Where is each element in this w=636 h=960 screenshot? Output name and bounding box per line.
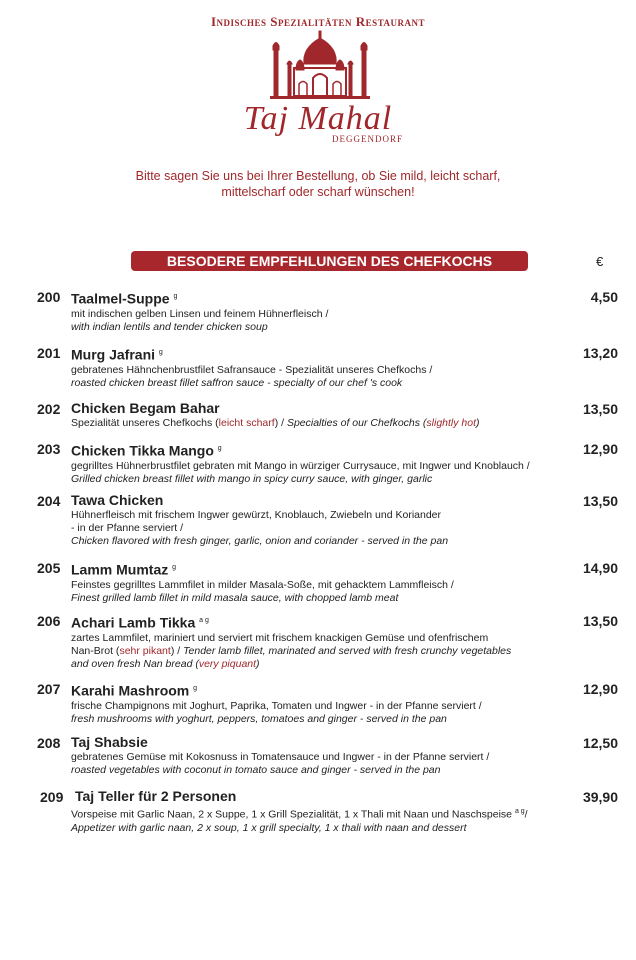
item-name: [71, 288, 618, 308]
item-price: 39,90: [582, 789, 618, 805]
item-number: 209: [40, 789, 64, 805]
item-price: 14,90: [582, 560, 618, 576]
notice-line: mittelscharf oder scharf wünschen!: [221, 185, 415, 199]
menu-item: [0, 559, 636, 612]
item-name: Taj Shabsie: [71, 734, 148, 750]
menu-item: [0, 492, 636, 559]
spice-level: slightly hot: [426, 417, 477, 429]
item-name-text: Taalmel-Suppe: [71, 290, 170, 307]
item-price: 13,50: [582, 613, 618, 629]
notice-line: Bitte sagen Sie uns bei Ihrer Bestellung, ob Sie mild, leicht scharf,: [135, 169, 501, 183]
item-number: 205: [37, 560, 61, 576]
desc-text: ): [476, 417, 480, 429]
allergen-code: g: [172, 564, 177, 571]
item-desc: [71, 645, 618, 658]
allergen-code: g: [217, 445, 222, 452]
item-name-text: Achari Lamb Tikka: [71, 614, 196, 631]
item-desc-en: Finest grilled lamb fillet in mild masala sauce, with chopped lamb meat: [71, 591, 399, 604]
item-price: 12,90: [582, 441, 618, 457]
item-desc-de: - in der Pfanne serviert /: [71, 522, 184, 534]
desc-text: Nan-Brot (: [71, 644, 120, 657]
desc-text: ) /: [170, 644, 184, 657]
spice-level: sehr pikant: [119, 644, 171, 657]
menu-list: [0, 288, 636, 838]
desc-text: Spezialität unseres Chefkochs (: [71, 417, 219, 429]
item-name-text: Chicken Tikka Mango: [71, 442, 214, 459]
item-name-text: Lamm Mumtaz: [71, 561, 169, 578]
allergen-code: a g: [514, 808, 525, 815]
taj-mahal-building-icon: [268, 30, 372, 102]
item-number: 201: [37, 345, 61, 361]
item-desc-en: fresh mushrooms with yoghurt, peppers, tomatoes and ginger - served in the pan: [71, 712, 447, 725]
item-number: 208: [37, 735, 61, 751]
menu-item: [0, 400, 636, 440]
desc-separator: /: [524, 808, 528, 821]
item-desc-en: Chicken flavored with fresh ginger, garlic, onion and coriander - served in the pan: [71, 535, 449, 547]
item-name: [71, 612, 618, 632]
restaurant-brand: Taj Mahal: [243, 100, 393, 137]
item-desc-de: gebratenes Gemüse mit Kokosnuss in Tomatensauce und Ingwer - in der Pfanne serviert /: [71, 751, 490, 763]
item-desc-de: zartes Lammfilet, mariniert und serviert mit frischem knackigen Gemüse und ofenfrischem: [71, 631, 489, 644]
item-name: Tawa Chicken: [71, 492, 164, 508]
item-desc-en: roasted vegetables with coconut in tomato sauce and ginger - served in the pan: [71, 764, 441, 776]
item-name: [71, 344, 618, 364]
item-desc-de: Feinstes gegrilltes Lammfilet in milder Masala-Soße, mit gehacktem Lammfleisch /: [71, 578, 454, 591]
allergen-code: g: [173, 293, 178, 300]
item-number: 202: [37, 401, 61, 417]
currency-label: €: [596, 254, 604, 269]
item-number: 204: [37, 493, 61, 509]
item-desc-de: Hühnerfleisch mit frischem Ingwer gewürzt, Knoblauch, Zwiebeln und Koriander: [71, 509, 442, 521]
item-desc-en: roasted chicken breast fillet saffron sauce - specialty of our chef 's cook: [71, 376, 403, 389]
desc-text: and oven fresh Nan bread (: [71, 657, 199, 670]
item-name: [71, 440, 618, 460]
allergen-code: g: [158, 349, 163, 356]
item-price: 12,50: [582, 735, 618, 751]
item-number: 207: [37, 681, 61, 697]
item-number: 203: [37, 441, 61, 457]
item-desc: [71, 417, 618, 430]
item-desc-en: with indian lentils and tender chicken soup: [71, 320, 268, 333]
restaurant-city: DEGGENDORF: [332, 134, 404, 144]
menu-item: [0, 612, 636, 680]
spice-level: leicht scharf: [218, 417, 275, 429]
menu-item: [0, 788, 636, 838]
menu-item: [0, 734, 636, 788]
spice-notice: [80, 168, 556, 200]
section-title: BESODERE EMPFEHLUNGEN DES CHEFKOCHS: [131, 251, 528, 271]
item-price: 13,50: [582, 401, 618, 417]
desc-text: ): [256, 657, 260, 670]
allergen-code: a g: [199, 617, 209, 624]
item-name: Chicken Begam Bahar: [71, 400, 220, 416]
desc-text: Specialties of our Chefkochs (: [286, 417, 427, 429]
item-name-text: Karahi Mashroom: [71, 682, 190, 699]
item-desc-de: mit indischen gelben Linsen und feinem Hühnerfleisch /: [71, 307, 329, 320]
menu-item: [0, 288, 636, 344]
allergen-code: g: [193, 685, 198, 692]
desc-text: Tender lamb fillet, marinated and served with fresh crunchy vegetables: [183, 644, 512, 657]
item-name: [71, 559, 618, 579]
menu-item: [0, 680, 636, 734]
spice-level: very piquant: [198, 657, 257, 670]
restaurant-subtitle: Indisches Spezialitäten Restaurant: [210, 14, 426, 29]
item-desc-en: [71, 658, 618, 671]
item-number: 206: [37, 613, 61, 629]
item-price: 12,90: [582, 681, 618, 697]
item-desc-de: gegrilltes Hühnerbrustfilet gebraten mit Mango in würziger Currysauce, mit Ingwer und Knoblauch /: [71, 459, 530, 472]
item-price: 13,20: [582, 345, 618, 361]
item-name: Taj Teller für 2 Personen: [75, 788, 237, 804]
item-desc-de: frische Champignons mit Joghurt, Paprika, Tomaten und Ingwer - in der Pfanne serviert /: [71, 699, 482, 712]
menu-item: [0, 344, 636, 400]
item-desc-en: Grilled chicken breast fillet with mango in spicy curry sauce, with ginger, garlic: [71, 472, 433, 485]
item-desc-en: Appetizer with garlic naan, 2 x soup, 1 x grill specialty, 1 x thali with naan and dessert: [71, 821, 467, 834]
item-name: [71, 680, 618, 700]
item-name-text: Murg Jafrani: [71, 346, 156, 363]
item-desc-de: gebratenes Hähnchenbrustfilet Safransauce - Spezialität unseres Chefkochs /: [71, 363, 433, 376]
item-price: 13,50: [582, 493, 618, 509]
item-price: 4,50: [590, 289, 618, 305]
item-number: 200: [37, 289, 61, 305]
desc-text: Vorspeise mit Garlic Naan, 2 x Suppe, 1 x Grill Spezialität, 1 x Thali mit Naan und Naschspeise: [71, 808, 513, 821]
desc-text: ) /: [274, 417, 287, 429]
menu-item: [0, 440, 636, 492]
item-desc-de: [71, 805, 618, 822]
